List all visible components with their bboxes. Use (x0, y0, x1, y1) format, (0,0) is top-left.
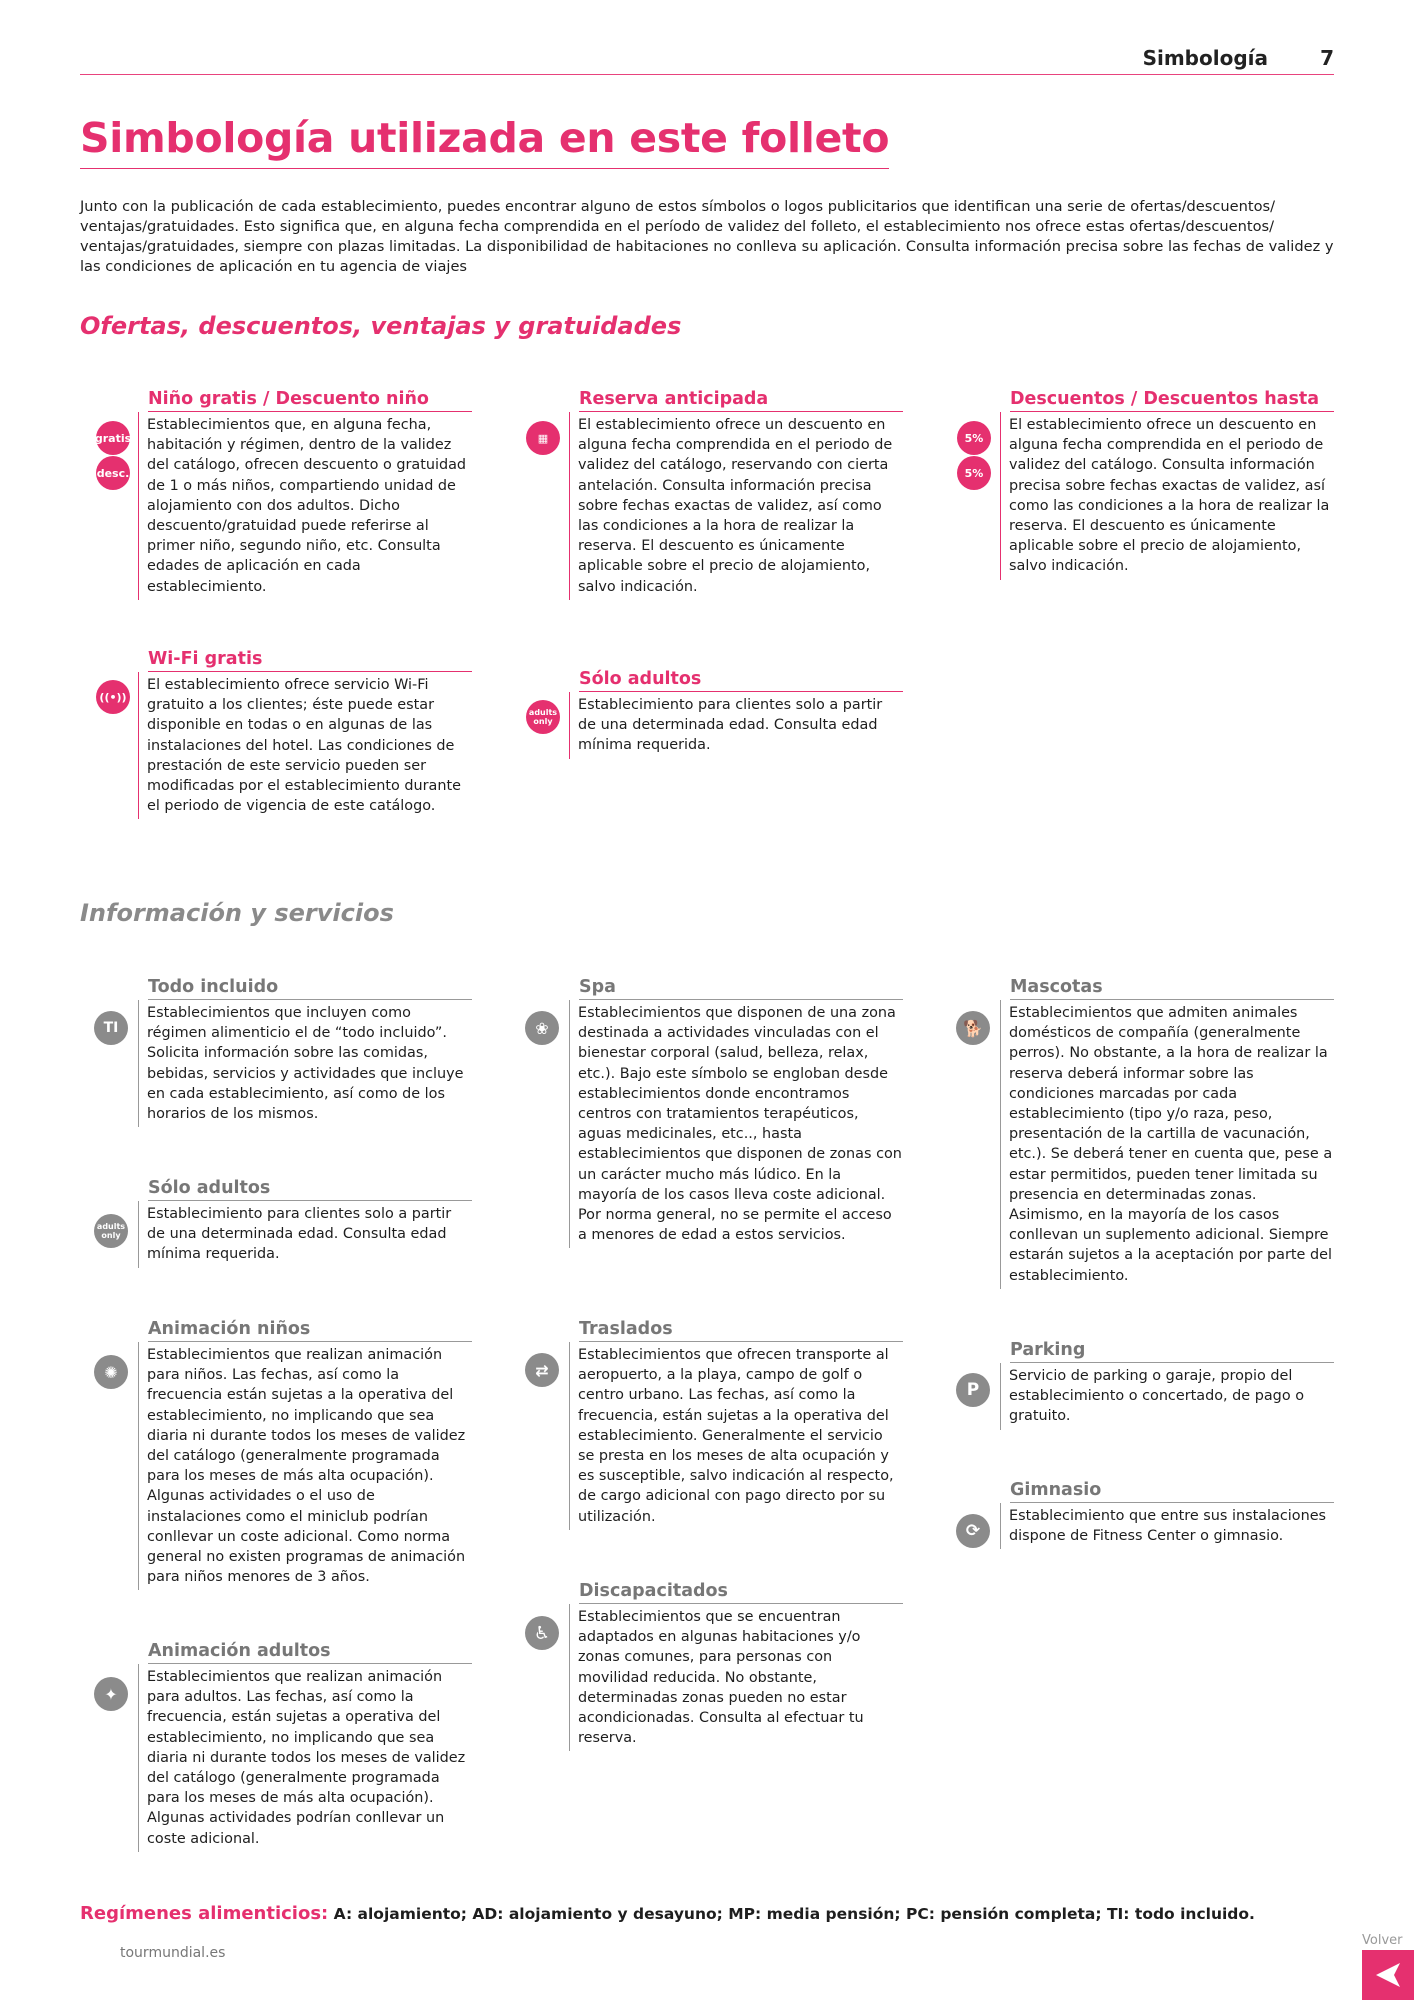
offer-title: Reserva anticipada (579, 389, 903, 412)
child-free-icon: gratis (96, 421, 130, 455)
site-url: tourmundial.es (120, 1945, 226, 1961)
offer-body: El establecimiento ofrece un descuento en alguna fecha comprendida en el periodo de validez del catálogo. Consulta información precisa sobre fechas exactas de validez, así como las condiciones a la hora de realizar la reserva. El descuento es únicamente aplicable sobre el precio de alojamiento, salvo indicación. (1000, 412, 1334, 580)
service-title: Animación niños (148, 1319, 472, 1342)
service-title: Traslados (579, 1319, 903, 1342)
section-heading-offers: Ofertas, descuentos, ventajas y gratuidades (80, 312, 682, 340)
section-heading-services: Información y servicios (80, 899, 394, 927)
all-inclusive-icon: TI (94, 1011, 128, 1045)
offer-title: Wi-Fi gratis (148, 649, 472, 672)
offer-title: Descuentos / Descuentos hasta (1010, 389, 1334, 412)
adults-entertainment-icon: ✦ (94, 1677, 128, 1711)
gym-icon: ⟳ (956, 1514, 990, 1548)
offer-item-discounts (1010, 389, 1334, 580)
offer-body: El establecimiento ofrece servicio Wi-Fi gratuito a los clientes; éste puede estar disponible en todas o en algunas de las instalaciones del hotel. Las condiciones de prestación de este servicio pueden ser modificadas por el establecimiento durante el periodo de vigencia de este catálogo. (138, 672, 472, 819)
wheelchair-icon: ♿ (525, 1616, 559, 1650)
service-body: Establecimientos que realizan animación para adultos. Las fechas, así como la frecuencia, están sujetas a operativa del establecimiento, no implicando que sea diaria ni durante todos los meses de validez del catálogo (generalmente programada para los meses de más alta ocupación). Algunas actividades podrían conllevar un coste adicional. (138, 1664, 472, 1852)
discount-icon: 5% (957, 421, 991, 455)
offer-item-adults-only (579, 669, 903, 759)
pet-dog-icon: 🐕 (956, 1011, 990, 1045)
service-item-gym (1010, 1480, 1334, 1549)
offer-body: El establecimiento ofrece un descuento en alguna fecha comprendida en el periodo de validez del catálogo, reservando con cierta antelación. Consulta información precisa sobre fechas exactas de validez, así como las condiciones a la hora de realizar la reserva. El descuento es únicamente aplicable sobre el precio de alojamiento, salvo indicación. (569, 412, 903, 600)
service-body: Establecimiento para clientes solo a partir de una determinada edad. Consulta edad mínima requerida. (138, 1201, 472, 1268)
adults-only-icon: adults only (526, 700, 560, 734)
service-title: Discapacitados (579, 1581, 903, 1604)
page-number: 7 (1320, 46, 1334, 70)
offer-body: Establecimiento para clientes solo a partir de una determinada edad. Consulta edad mínima requerida. (569, 692, 903, 759)
service-body: Establecimientos que realizan animación para niños. Las fechas, así como la frecuencia están sujetas a la operativa del establecimiento, no implicando que sea diaria ni durante todos los meses de validez del catálogo (generalmente programada para los meses de más alta ocupación). Algunas actividades o el uso de instalaciones como el miniclub podrían conllevar un coste adicional. Como norma general no existen programas de animación para niños menores de 3 años. (138, 1342, 472, 1590)
meal-plans-label: Regímenes alimenticios: (80, 1903, 329, 1924)
back-label[interactable]: Volver (1362, 1933, 1403, 1948)
service-body: Establecimientos que ofrecen transporte al aeropuerto, a la playa, campo de golf o centro urbano. Las fechas, así como la frecuencia, están sujetas a la operativa del establecimiento. Generalmente el servicio se presta en los meses de alta ocupación y es susceptible, salvo indicación al respecto, de cargo adicional con pago directo por su utilización. (569, 1342, 903, 1530)
header-section-title: Simbología (1142, 46, 1268, 70)
service-title: Todo incluido (148, 977, 472, 1000)
service-item-adults-only (148, 1178, 472, 1268)
meal-plans-legend (80, 1903, 1255, 1924)
intro-paragraph: Junto con la publicación de cada establecimiento, puedes encontrar alguno de estos símbolos o logos publicitarios que identifican una serie de ofertas/descuentos/ ventajas/gratuidades. Esto significa que, en alguna fecha comprendida en el período de validez del folleto, el establecimiento nos ofrece estas ofertas/descuentos/ ventajas/gratuidades, siempre con plazas limitadas. La disponibilidad de habitaciones no conlleva su aplicación. Consulta información precisa sobre las fechas de validez y las condiciones de aplicación en tu agencia de viajes (80, 198, 1334, 275)
offer-title: Niño gratis / Descuento niño (148, 389, 472, 412)
service-item-spa (579, 977, 903, 1248)
meal-plans-text: A: alojamiento; AD: alojamiento y desayuno; MP: media pensión; PC: pensión completa; TI: todo incluido. (333, 1905, 1255, 1923)
offer-body: Establecimientos que, en alguna fecha, habitación y régimen, dentro de la validez del catálogo, ofrecen descuento o gratuidad de 1 o más niños, compartiendo unidad de alojamiento con dos adultos. Dicho descuento/gratuidad puede referirse al primer niño, segundo niño, etc. Consulta edades de aplicación en cada establecimiento. (138, 412, 472, 600)
offer-item-child (148, 389, 472, 600)
calendar-icon: ▦ (526, 421, 560, 455)
kids-entertainment-icon: ✺ (94, 1355, 128, 1389)
service-item-all-inclusive (148, 977, 472, 1127)
service-item-accessibility (579, 1581, 903, 1751)
parking-icon: P (956, 1373, 990, 1407)
spa-lotus-icon: ❀ (525, 1011, 559, 1045)
offer-title: Sólo adultos (579, 669, 903, 692)
service-body: Establecimientos que disponen de una zona destinada a actividades vinculadas con el bienestar corporal (salud, belleza, relax, etc.). Bajo este símbolo se engloban desde establecimientos donde encontramos centros con tratamientos terapéuticos, aguas medicinales, etc.., hasta establecimientos que disponen de zonas con un carácter mucho más lúdico. En la mayoría de los casos lleva coste adicional. Por norma general, no se permite el acceso a menores de edad a estos servicios. (569, 1000, 903, 1248)
service-title: Animación adultos (148, 1641, 472, 1664)
page-header (80, 44, 1334, 75)
service-title: Spa (579, 977, 903, 1000)
offer-item-wifi (148, 649, 472, 819)
wifi-icon: ((•)) (96, 680, 130, 714)
service-title: Parking (1010, 1340, 1334, 1363)
child-discount-icon: desc. (96, 456, 130, 490)
service-body: Establecimientos que admiten animales domésticos de compañía (generalmente perros). No obstante, a la hora de realizar la reserva deberá informar sobre las condiciones marcadas por cada establecimiento (tipo y/o raza, peso, presentación de la cartilla de vacunación, etc.). Se deberá tener en cuenta que, pese a estar permitidos, pueden tener limitada su presencia en determinadas zonas. Asimismo, en la mayoría de los casos conllevan un suplemento adicional. Siempre estarán sujetos a la aceptación por parte del establecimiento. (1000, 1000, 1334, 1289)
service-body: Establecimientos que incluyen como régimen alimenticio el de “todo incluido”. Solicita información sobre las comidas, bebidas, servicios y actividades que incluye en cada establecimiento, así como de los horarios de los mismos. (138, 1000, 472, 1127)
transfers-icon: ⇄ (525, 1353, 559, 1387)
adults-only-icon: adults only (94, 1214, 128, 1248)
service-item-kids-entertainment (148, 1319, 472, 1590)
service-body: Establecimientos que se encuentran adaptados en algunas habitaciones y/o zonas comunes, para personas con movilidad reducida. No obstante, determinadas zonas pueden no estar acondicionadas. Consulta al efectuar tu reserva. (569, 1604, 903, 1751)
service-title: Mascotas (1010, 977, 1334, 1000)
service-item-transfers (579, 1319, 903, 1530)
back-arrow-icon (1372, 1959, 1404, 1991)
service-item-pets (1010, 977, 1334, 1289)
service-item-parking (1010, 1340, 1334, 1430)
discount-up-to-icon: 5% (957, 456, 991, 490)
offer-item-early-booking (579, 389, 903, 600)
service-body: Servicio de parking o garaje, propio del establecimiento o concertado, de pago o gratuito. (1000, 1363, 1334, 1430)
service-body: Establecimiento que entre sus instalaciones dispone de Fitness Center o gimnasio. (1000, 1503, 1334, 1549)
back-button[interactable] (1362, 1950, 1414, 2000)
service-title: Sólo adultos (148, 1178, 472, 1201)
service-title: Gimnasio (1010, 1480, 1334, 1503)
service-item-adults-entertainment (148, 1641, 472, 1852)
page-title: Simbología utilizada en este folleto (80, 114, 889, 169)
